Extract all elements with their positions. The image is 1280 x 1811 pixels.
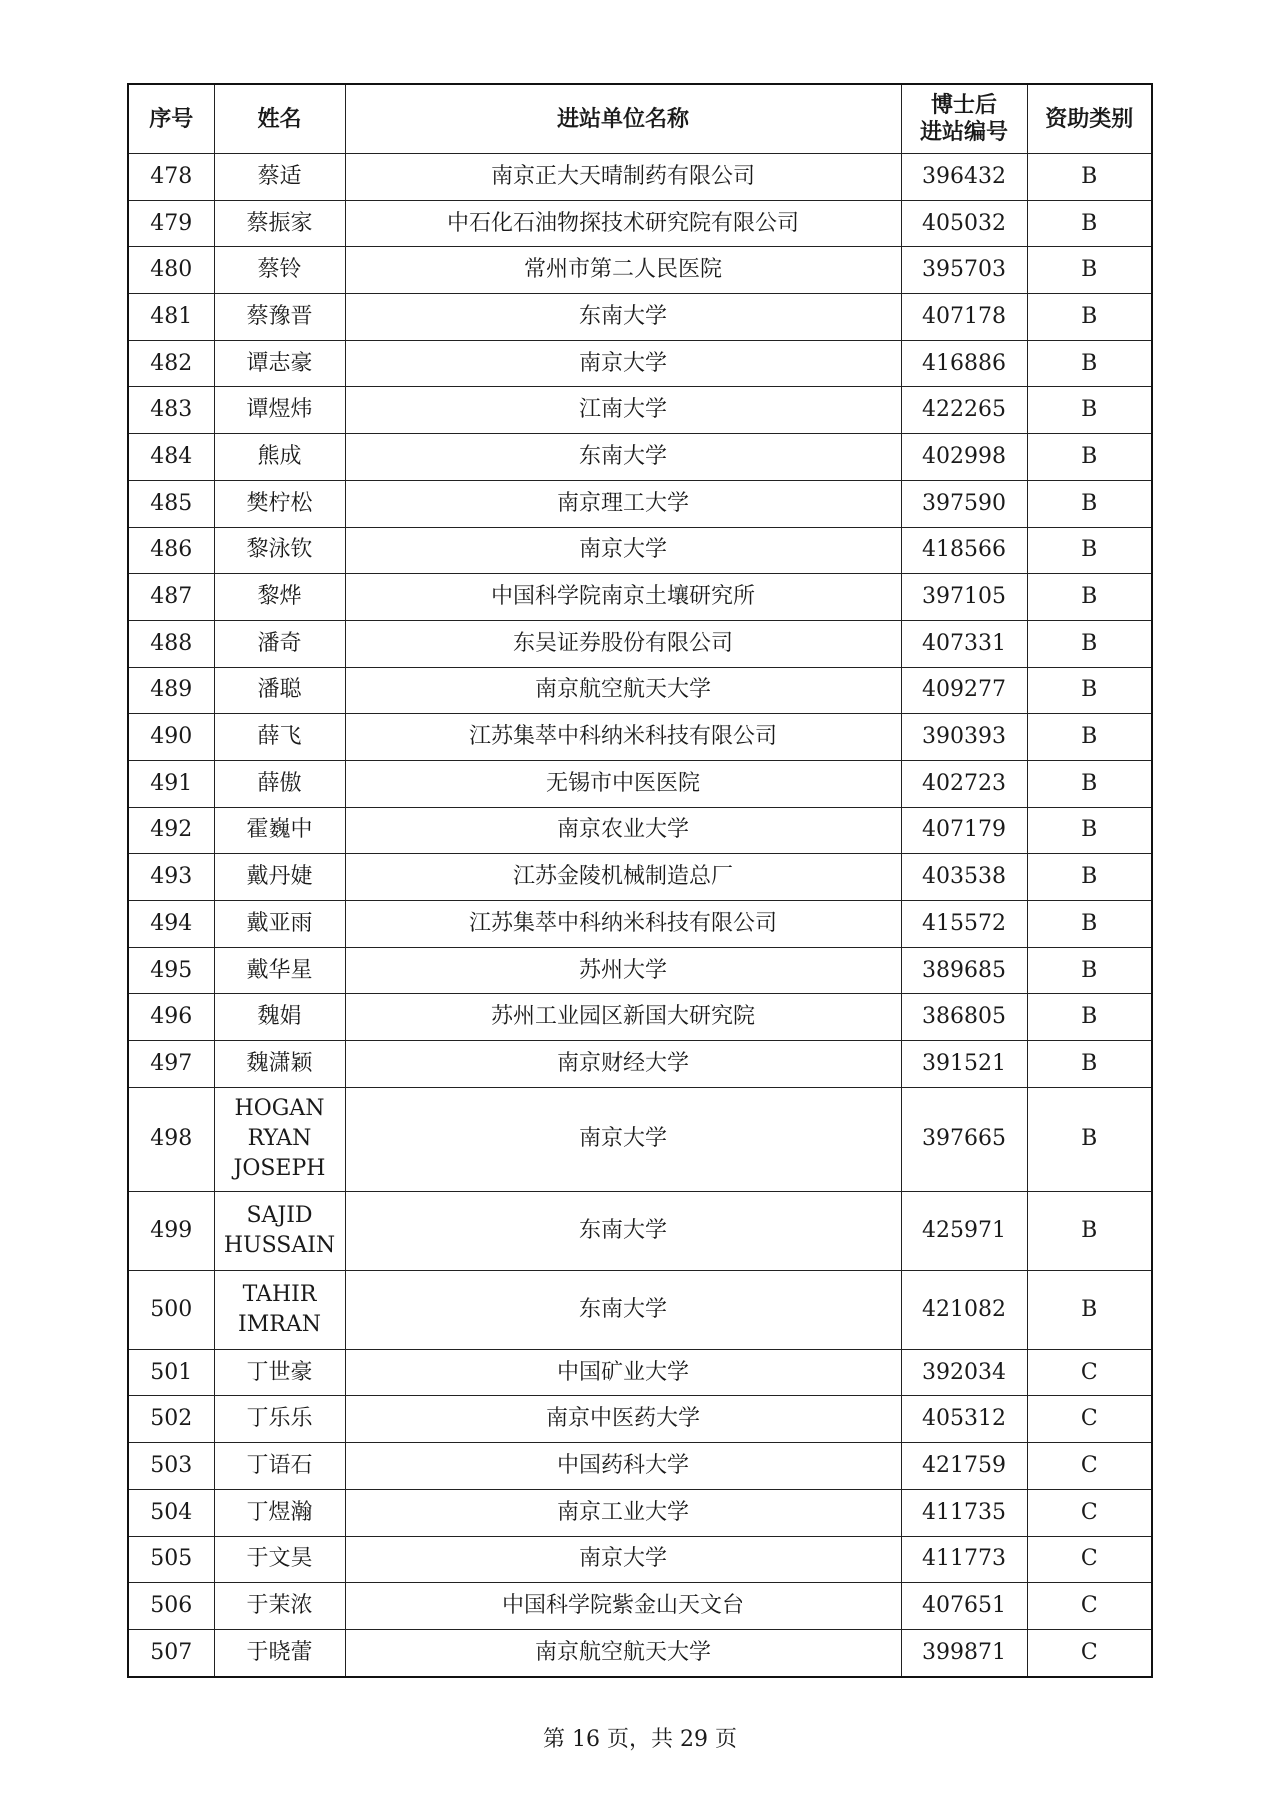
cell-postdoc-code: 403538: [901, 854, 1027, 901]
cell-name: 潘聪: [214, 667, 345, 714]
cell-name: 谭煜炜: [214, 387, 345, 434]
cell-category: B: [1027, 340, 1152, 387]
cell-category: B: [1027, 947, 1152, 994]
table-row: [128, 1443, 1152, 1490]
cell-name: 戴亚雨: [214, 901, 345, 948]
cell-name-line: SAJID: [246, 1202, 313, 1228]
cell-seq: 503: [128, 1443, 214, 1490]
cell-name: 潘奇: [214, 620, 345, 667]
table-row: [128, 901, 1152, 948]
cell-name-line: JOSEPH: [233, 1156, 326, 1182]
cell-name: 戴华星: [214, 947, 345, 994]
cell-category: B: [1027, 1270, 1152, 1349]
table-row: [128, 947, 1152, 994]
cell-postdoc-code: 416886: [901, 340, 1027, 387]
cell-name: [214, 1270, 345, 1349]
cell-category: C: [1027, 1629, 1152, 1676]
cell-unit: 东南大学: [345, 1270, 901, 1349]
cell-seq: 492: [128, 807, 214, 854]
table-row: [128, 1536, 1152, 1583]
cell-postdoc-code: 405312: [901, 1396, 1027, 1443]
cell-seq: 490: [128, 714, 214, 761]
table-row: [128, 620, 1152, 667]
cell-category: C: [1027, 1489, 1152, 1536]
cell-name: 薛傲: [214, 760, 345, 807]
table-row: [128, 1041, 1152, 1088]
cell-category: B: [1027, 480, 1152, 527]
cell-unit: 江苏集萃中科纳米科技有限公司: [345, 901, 901, 948]
cell-category: B: [1027, 527, 1152, 574]
cell-unit: 南京工业大学: [345, 1489, 901, 1536]
cell-postdoc-code: 405032: [901, 200, 1027, 247]
table-row: [128, 807, 1152, 854]
cell-category: C: [1027, 1396, 1152, 1443]
cell-postdoc-code: 418566: [901, 527, 1027, 574]
cell-seq: 488: [128, 620, 214, 667]
cell-seq: 491: [128, 760, 214, 807]
cell-unit: 中国矿业大学: [345, 1349, 901, 1396]
cell-unit: 中石化石油物探技术研究院有限公司: [345, 200, 901, 247]
cell-postdoc-code: 397590: [901, 480, 1027, 527]
cell-category: B: [1027, 714, 1152, 761]
cell-unit: 中国药科大学: [345, 1443, 901, 1490]
cell-category: B: [1027, 1191, 1152, 1270]
cell-name-line: IMRAN: [238, 1311, 321, 1337]
cell-category: B: [1027, 200, 1152, 247]
cell-unit: 南京正大天晴制药有限公司: [345, 154, 901, 201]
cell-name: 谭志豪: [214, 340, 345, 387]
cell-name: 蔡振家: [214, 200, 345, 247]
cell-name-line: HOGAN: [234, 1096, 325, 1122]
table-row: [128, 480, 1152, 527]
cell-name: 樊柠松: [214, 480, 345, 527]
cell-seq: 498: [128, 1087, 214, 1191]
cell-category: C: [1027, 1583, 1152, 1630]
table-row: [128, 527, 1152, 574]
cell-unit: 常州市第二人民医院: [345, 247, 901, 294]
cell-unit: 东南大学: [345, 434, 901, 481]
cell-category: C: [1027, 1536, 1152, 1583]
cell-postdoc-code: 399871: [901, 1629, 1027, 1676]
cell-seq: 500: [128, 1270, 214, 1349]
table-row: [128, 854, 1152, 901]
cell-name: 黎泳钦: [214, 527, 345, 574]
table-row: [128, 294, 1152, 341]
table-row: [128, 1629, 1152, 1676]
cell-category: B: [1027, 434, 1152, 481]
header-seq: 序号: [128, 84, 214, 154]
cell-unit: 中国科学院南京土壤研究所: [345, 574, 901, 621]
cell-unit: 南京财经大学: [345, 1041, 901, 1088]
cell-postdoc-code: 397105: [901, 574, 1027, 621]
cell-unit: 中国科学院紫金山天文台: [345, 1583, 901, 1630]
cell-category: B: [1027, 667, 1152, 714]
cell-name: 魏娟: [214, 994, 345, 1041]
cell-name: 丁世豪: [214, 1349, 345, 1396]
cell-category: B: [1027, 807, 1152, 854]
cell-name: 丁煜瀚: [214, 1489, 345, 1536]
header-postdoc-code: [901, 84, 1027, 154]
cell-unit: 江苏金陵机械制造总厂: [345, 854, 901, 901]
cell-category: B: [1027, 994, 1152, 1041]
table-row: [128, 1349, 1152, 1396]
cell-unit: 江苏集萃中科纳米科技有限公司: [345, 714, 901, 761]
cell-category: B: [1027, 574, 1152, 621]
cell-seq: 481: [128, 294, 214, 341]
cell-name: 于晓蕾: [214, 1629, 345, 1676]
cell-postdoc-code: 395703: [901, 247, 1027, 294]
cell-unit: 无锡市中医医院: [345, 760, 901, 807]
cell-name: 蔡适: [214, 154, 345, 201]
cell-postdoc-code: 411735: [901, 1489, 1027, 1536]
header-postdoc-line2: 进站编号: [919, 120, 1008, 145]
cell-name: 丁乐乐: [214, 1396, 345, 1443]
table-row: [128, 994, 1152, 1041]
cell-name-line: HUSSAIN: [223, 1232, 336, 1258]
table-row: [128, 667, 1152, 714]
cell-seq: 480: [128, 247, 214, 294]
cell-seq: 507: [128, 1629, 214, 1676]
cell-postdoc-code: 422265: [901, 387, 1027, 434]
cell-postdoc-code: 407651: [901, 1583, 1027, 1630]
cell-unit: 苏州大学: [345, 947, 901, 994]
cell-postdoc-code: 390393: [901, 714, 1027, 761]
cell-seq: 478: [128, 154, 214, 201]
cell-seq: 485: [128, 480, 214, 527]
cell-seq: 506: [128, 1583, 214, 1630]
cell-seq: 504: [128, 1489, 214, 1536]
cell-postdoc-code: 421082: [901, 1270, 1027, 1349]
table-body: [128, 154, 1152, 1677]
cell-name: 于茉浓: [214, 1583, 345, 1630]
cell-category: C: [1027, 1443, 1152, 1490]
cell-name: 于文昊: [214, 1536, 345, 1583]
table-row: [128, 200, 1152, 247]
table-row: [128, 1087, 1152, 1191]
table-row: [128, 1270, 1152, 1349]
cell-unit: 南京理工大学: [345, 480, 901, 527]
cell-unit: 南京农业大学: [345, 807, 901, 854]
table-row: [128, 154, 1152, 201]
table-row: [128, 387, 1152, 434]
cell-postdoc-code: 397665: [901, 1087, 1027, 1191]
cell-postdoc-code: 407331: [901, 620, 1027, 667]
cell-unit: 苏州工业园区新国大研究院: [345, 994, 901, 1041]
cell-postdoc-code: 392034: [901, 1349, 1027, 1396]
cell-category: B: [1027, 1087, 1152, 1191]
cell-name: 薛飞: [214, 714, 345, 761]
cell-unit: 南京中医药大学: [345, 1396, 901, 1443]
cell-seq: 502: [128, 1396, 214, 1443]
cell-unit: 南京航空航天大学: [345, 667, 901, 714]
cell-postdoc-code: 402723: [901, 760, 1027, 807]
cell-category: B: [1027, 387, 1152, 434]
cell-unit: 南京大学: [345, 527, 901, 574]
cell-seq: 499: [128, 1191, 214, 1270]
cell-category: B: [1027, 154, 1152, 201]
cell-category: B: [1027, 854, 1152, 901]
cell-category: C: [1027, 1349, 1152, 1396]
cell-name: [214, 1087, 345, 1191]
cell-name: 魏潇颖: [214, 1041, 345, 1088]
funding-list-table: [127, 83, 1153, 1678]
table-row: [128, 1489, 1152, 1536]
cell-name-line: TAHIR: [242, 1281, 317, 1307]
cell-postdoc-code: 407178: [901, 294, 1027, 341]
cell-seq: 479: [128, 200, 214, 247]
cell-seq: 494: [128, 901, 214, 948]
table-row: [128, 340, 1152, 387]
header-unit: 进站单位名称: [345, 84, 901, 154]
cell-seq: 493: [128, 854, 214, 901]
table-header-row: [128, 84, 1152, 154]
cell-unit: 南京航空航天大学: [345, 1629, 901, 1676]
table-row: [128, 714, 1152, 761]
cell-unit: 东南大学: [345, 1191, 901, 1270]
cell-category: B: [1027, 620, 1152, 667]
cell-postdoc-code: 407179: [901, 807, 1027, 854]
cell-seq: 487: [128, 574, 214, 621]
cell-postdoc-code: 389685: [901, 947, 1027, 994]
cell-seq: 482: [128, 340, 214, 387]
table-row: [128, 434, 1152, 481]
table-row: [128, 574, 1152, 621]
cell-postdoc-code: 411773: [901, 1536, 1027, 1583]
cell-postdoc-code: 402998: [901, 434, 1027, 481]
cell-category: B: [1027, 760, 1152, 807]
header-name: 姓名: [214, 84, 345, 154]
cell-seq: 483: [128, 387, 214, 434]
cell-name: 黎烨: [214, 574, 345, 621]
cell-unit: 东吴证券股份有限公司: [345, 620, 901, 667]
cell-seq: 501: [128, 1349, 214, 1396]
table-row: [128, 760, 1152, 807]
cell-postdoc-code: 396432: [901, 154, 1027, 201]
table-row: [128, 1583, 1152, 1630]
cell-postdoc-code: 415572: [901, 901, 1027, 948]
cell-unit: 南京大学: [345, 1087, 901, 1191]
cell-seq: 505: [128, 1536, 214, 1583]
cell-seq: 486: [128, 527, 214, 574]
cell-seq: 495: [128, 947, 214, 994]
cell-unit: 江南大学: [345, 387, 901, 434]
cell-postdoc-code: 386805: [901, 994, 1027, 1041]
cell-seq: 496: [128, 994, 214, 1041]
cell-category: B: [1027, 294, 1152, 341]
cell-postdoc-code: 425971: [901, 1191, 1027, 1270]
cell-category: B: [1027, 1041, 1152, 1088]
table-row: [128, 1396, 1152, 1443]
cell-postdoc-code: 391521: [901, 1041, 1027, 1088]
cell-seq: 489: [128, 667, 214, 714]
cell-unit: 南京大学: [345, 340, 901, 387]
cell-name: 戴丹婕: [214, 854, 345, 901]
cell-unit: 东南大学: [345, 294, 901, 341]
cell-category: B: [1027, 901, 1152, 948]
page-footer: 第 16 页，共 29 页: [543, 1727, 737, 1752]
cell-unit: 南京大学: [345, 1536, 901, 1583]
table-row: [128, 1191, 1152, 1270]
cell-seq: 497: [128, 1041, 214, 1088]
cell-seq: 484: [128, 434, 214, 481]
header-category: 资助类别: [1027, 84, 1152, 154]
cell-name: 蔡豫晋: [214, 294, 345, 341]
cell-postdoc-code: 409277: [901, 667, 1027, 714]
cell-name-line: RYAN: [247, 1126, 312, 1152]
cell-postdoc-code: 421759: [901, 1443, 1027, 1490]
cell-name: [214, 1191, 345, 1270]
table-row: [128, 247, 1152, 294]
header-postdoc-line1: 博士后: [930, 93, 997, 118]
cell-name: 熊成: [214, 434, 345, 481]
cell-name: 蔡铃: [214, 247, 345, 294]
cell-category: B: [1027, 247, 1152, 294]
cell-name: 丁语石: [214, 1443, 345, 1490]
cell-name: 霍巍中: [214, 807, 345, 854]
